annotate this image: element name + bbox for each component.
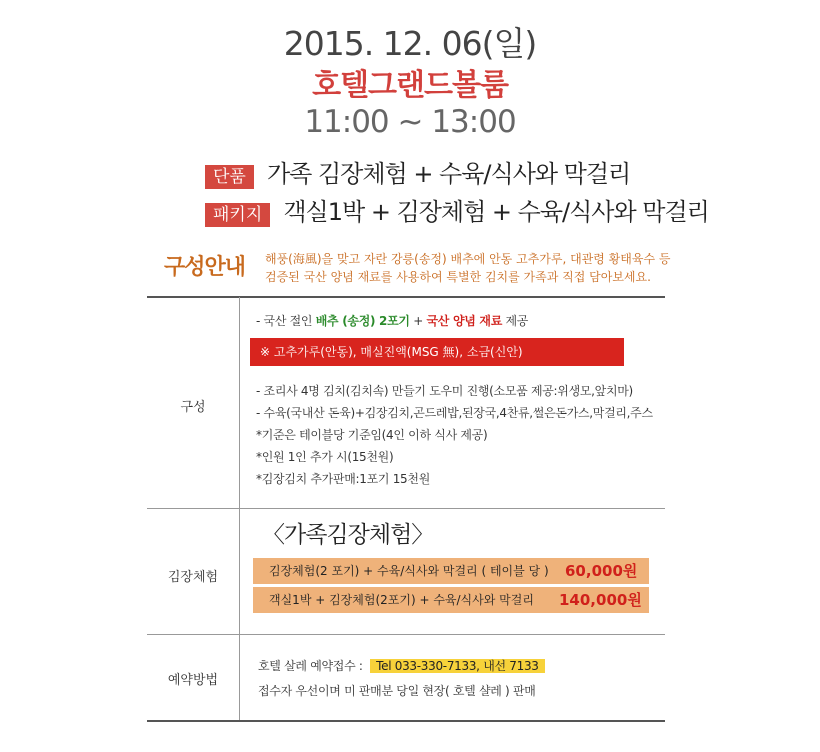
- reservation-line-1: [258, 656, 545, 676]
- row-divider-1: [147, 508, 665, 509]
- composition-line-1-plus: +: [409, 314, 427, 328]
- intro-text: [265, 250, 670, 286]
- offer-tag-package: 패키지: [205, 203, 270, 227]
- ingredient-origin-bar: ※ 고추가루(안동), 매실진액(MSG 無), 소금(신안): [250, 338, 624, 366]
- price-value: 140,000원: [559, 591, 642, 609]
- intro-line-1: 해풍(海風)을 맞고 자란 강릉(송정) 배추에 안동 고추가루, 대관령 황태육수 등: [265, 252, 671, 266]
- composition-item: - 수육(국내산 돈육)+김장김치,곤드레밥,된장국,4찬류,썰은돈가스,막걸리,주스: [256, 406, 653, 420]
- composition-line-1-prefix: - 국산 절인: [256, 314, 316, 328]
- seasoning-highlight: 국산 양념 재료: [426, 314, 502, 328]
- composition-item: *기준은 테이블당 기준임(4인 이하 식사 제공): [256, 428, 488, 442]
- composition-item: *김장김치 추가판매:1포기 15천원: [256, 472, 430, 486]
- reservation-line-2: 접수자 우선이며 미 판매분 당일 현장( 호텔 샬레 ) 판매: [258, 684, 536, 698]
- composition-list: [256, 380, 653, 490]
- offer-single: [205, 154, 630, 189]
- composition-item: *인원 1인 추가 시(15천원): [256, 450, 394, 464]
- table-top-border: [147, 296, 665, 298]
- composition-item: - 조리사 4명 김치(김치속) 만들기 도우미 진행(소모품 제공:위생모,앞치마): [256, 384, 633, 398]
- price-row-single: [253, 558, 649, 584]
- row-label-composition: 구성: [180, 400, 206, 415]
- row-label-reservation: 예약방법: [167, 673, 219, 688]
- price-row-desc: 객실1박 + 김장체험(2포기) + 수육/식사와 막걸리: [269, 593, 534, 607]
- cabbage-highlight: 배추 (송정) 2포기: [315, 314, 410, 328]
- price-row-package: [253, 587, 649, 613]
- table-column-divider: [239, 297, 240, 721]
- row-label-experience: 김장체험: [167, 570, 219, 585]
- reservation-tel: Tel 033-330-7133, 내선 7133: [370, 659, 545, 673]
- experience-title: 〈가족김장체험〉: [262, 522, 434, 548]
- intro-line-2: 검증된 국산 양념 재료를 사용하여 특별한 김치를 가족과 직접 담아보세요.: [265, 270, 651, 284]
- event-venue: 호텔그랜드볼룸: [312, 68, 508, 103]
- table-bottom-border: [147, 720, 665, 722]
- offer-text-package: 객실1박 + 김장체험 + 수육/식사와 막걸리: [283, 198, 709, 226]
- row-divider-2: [147, 634, 665, 635]
- event-time: 11:00 ~ 13:00: [304, 104, 516, 140]
- reservation-prefix: 호텔 살레 예약접수 :: [258, 659, 363, 673]
- composition-line-1-suffix: 제공: [502, 314, 529, 328]
- intro-title: 구성안내: [164, 255, 246, 280]
- event-date: 2015. 12. 06(일): [283, 24, 537, 63]
- price-row-desc: 김장체험(2 포기) + 수육/식사와 막걸리 ( 테이블 당 ): [269, 564, 549, 578]
- price-value: 60,000원: [565, 562, 638, 580]
- offer-package: [205, 192, 709, 227]
- offer-tag-single: 단품: [205, 165, 254, 189]
- composition-line-1: [256, 312, 528, 329]
- offer-text-single: 가족 김장체험 + 수육/식사와 막걸리: [266, 160, 631, 188]
